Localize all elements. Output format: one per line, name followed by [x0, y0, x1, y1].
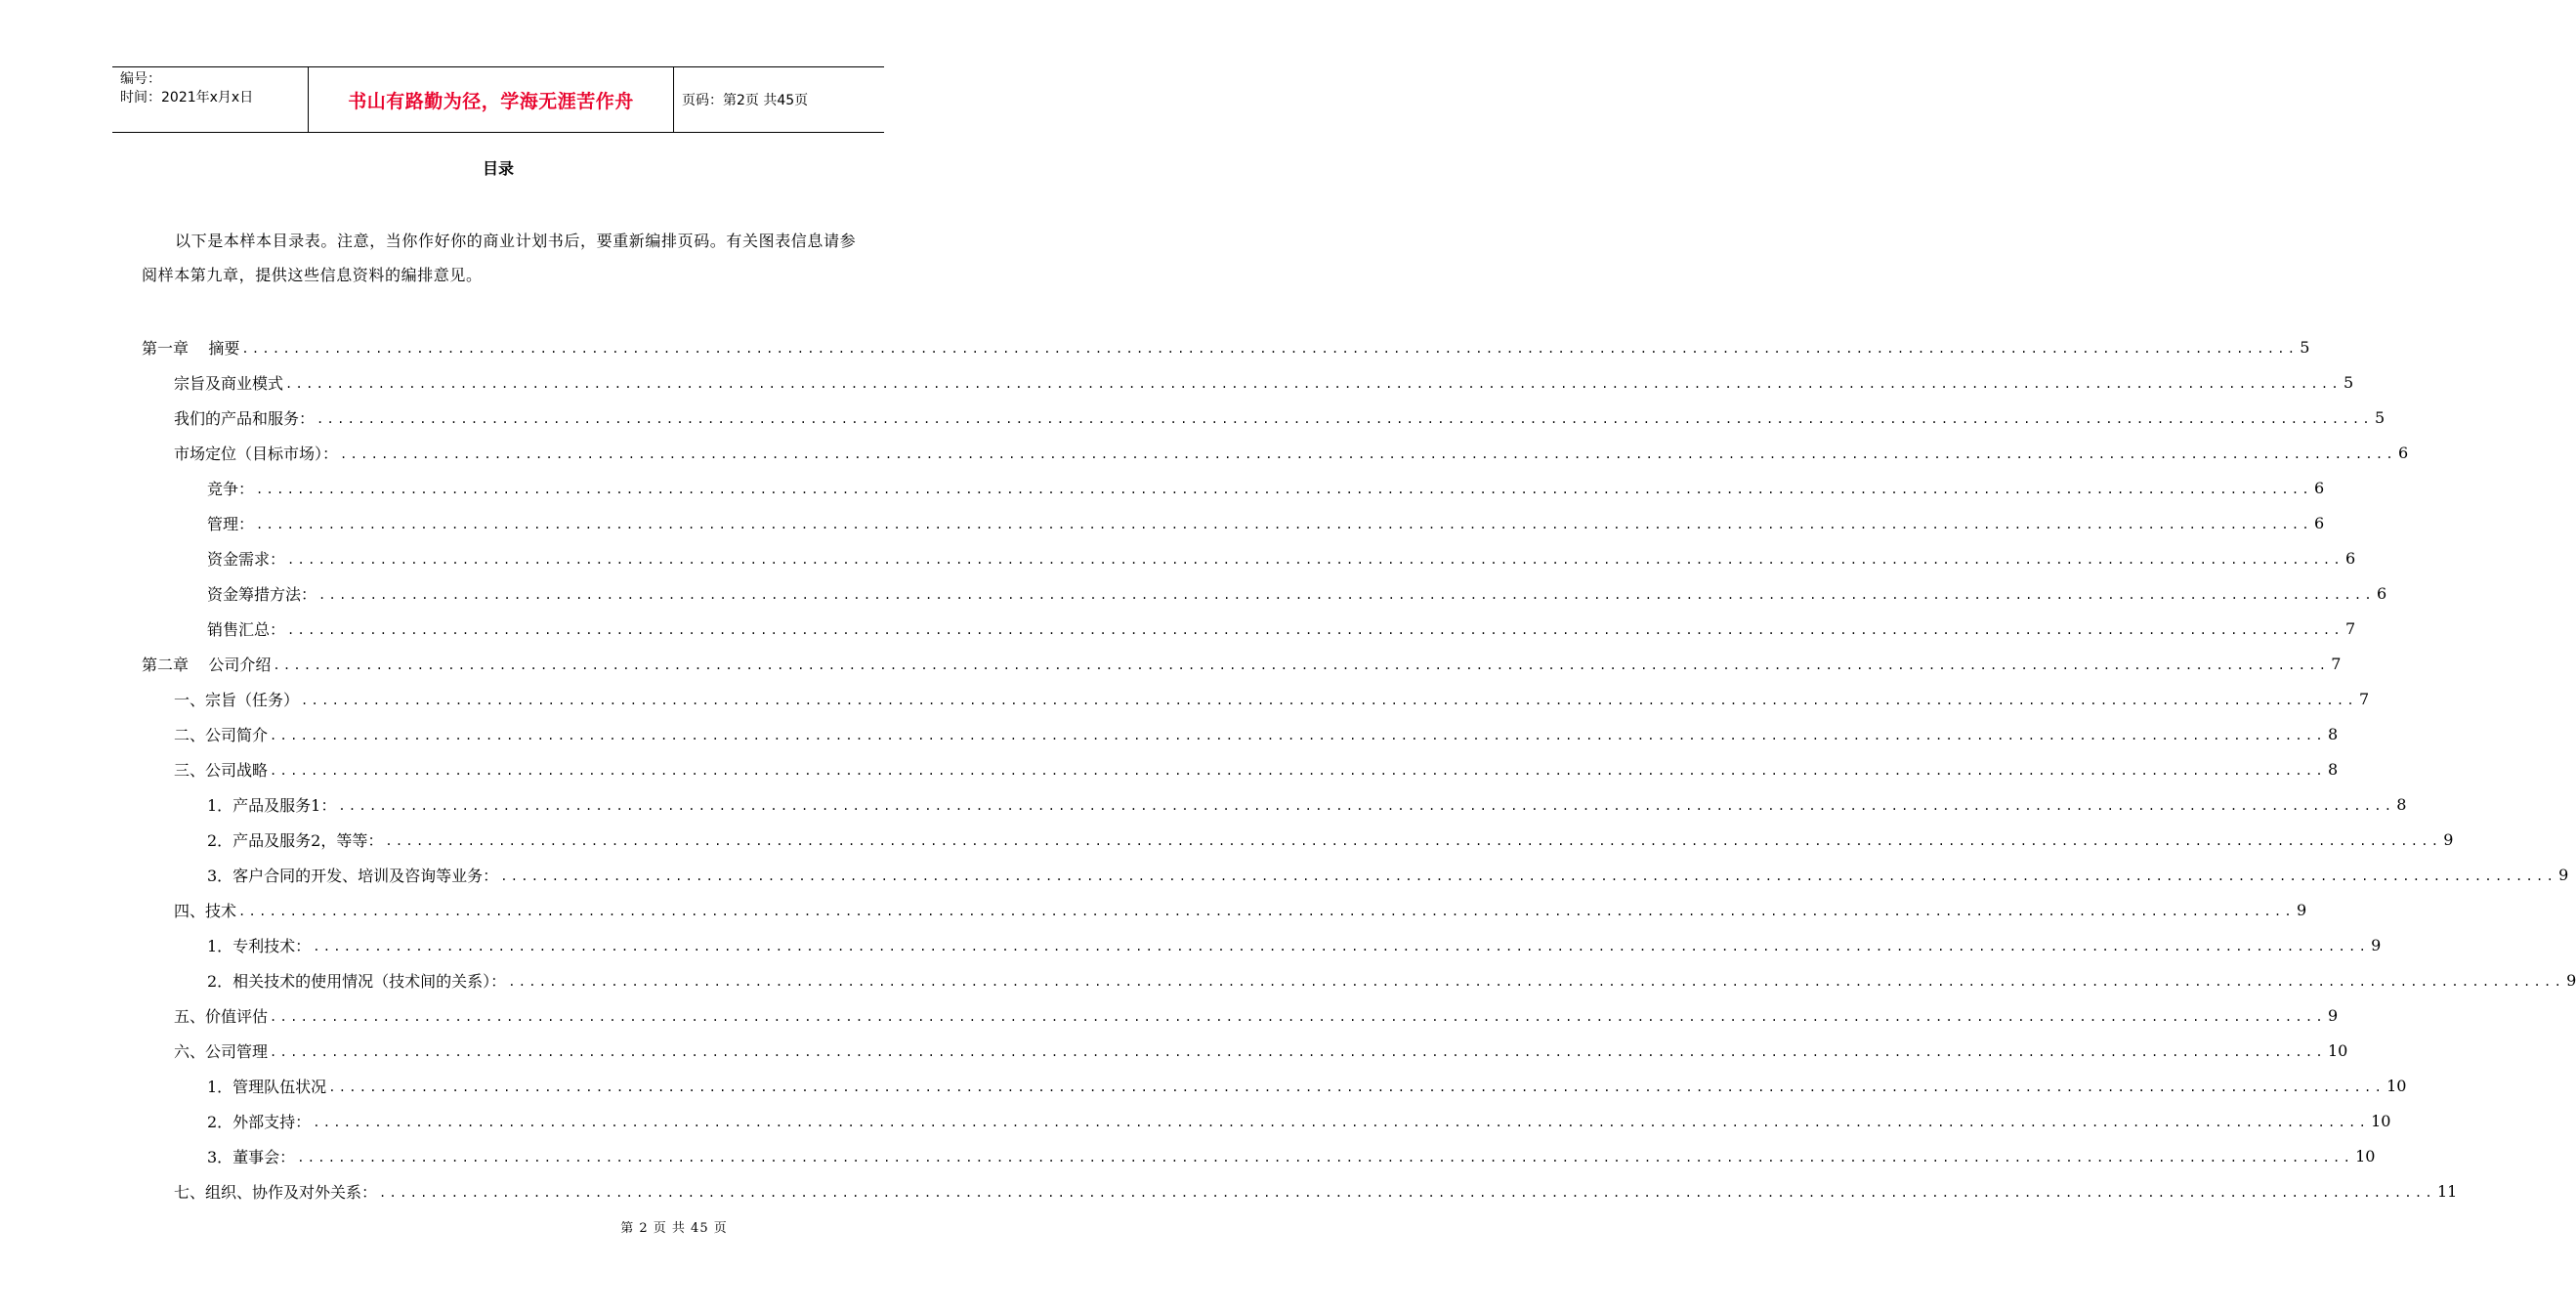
toc-entry-page: 10 — [2355, 1146, 2376, 1165]
table-of-contents — [142, 329, 2576, 1208]
toc-entry[interactable] — [142, 997, 2339, 1033]
toc-entry-label: 三、公司战略 — [174, 760, 269, 780]
toc-entry[interactable] — [142, 751, 2339, 786]
toc-leader-dots: ........................................................................................................................................................................................................ — [328, 1080, 2386, 1094]
header-meta — [112, 67, 309, 132]
toc-entry-label: 管理： — [207, 514, 255, 533]
toc-entry[interactable] — [142, 470, 2325, 505]
toc-entry[interactable] — [142, 505, 2325, 540]
toc-entry-label: 2．产品及服务2，等等： — [207, 830, 384, 850]
toc-entry[interactable] — [142, 1103, 2391, 1138]
toc-entry-page: 9 — [2296, 900, 2307, 919]
toc-entry-page: 8 — [2327, 759, 2339, 779]
toc-entry-label: 市场定位（目标市场）： — [174, 444, 339, 463]
toc-entry[interactable] — [142, 1068, 2407, 1103]
header-motto: 书山有路勤为径，学海无涯苦作舟 — [348, 90, 634, 112]
toc-entry-label: 二、公司简介 — [174, 725, 269, 744]
toc-leader-dots: ........................................................................................................................................................................................................ — [273, 658, 2330, 672]
toc-entry[interactable] — [142, 892, 2307, 927]
toc-entry-page: 7 — [2331, 654, 2342, 673]
toc-entry[interactable] — [142, 364, 2354, 400]
toc-entry-page: 6 — [2397, 443, 2409, 462]
toc-entry-page: 6 — [2376, 583, 2387, 603]
toc-entry-page: 6 — [2313, 478, 2325, 497]
page-footer: 第 2 页 共 45 页 — [620, 1221, 728, 1236]
toc-entry-label: 1．产品及服务1： — [207, 795, 337, 815]
toc-leader-dots: ........................................................................................................................................................................................................ — [256, 483, 2312, 496]
toc-entry-label: 竞争： — [207, 479, 255, 498]
toc-entry[interactable] — [142, 962, 2576, 997]
page-header — [112, 66, 884, 133]
toc-entry-page: 5 — [2300, 337, 2310, 357]
toc-entry-page: 8 — [2327, 724, 2339, 743]
toc-leader-dots: ........................................................................................................................................................................................................ — [317, 412, 2373, 426]
toc-entry-label: 销售汇总： — [207, 619, 286, 639]
toc-entry-label: 第二章 公司介绍 — [142, 655, 272, 674]
toc-leader-dots: ........................................................................................................................................................................................................ — [500, 869, 2557, 883]
toc-entry-page: 7 — [2344, 618, 2356, 638]
toc-entry[interactable] — [142, 1033, 2348, 1068]
toc-entry[interactable] — [142, 1173, 2458, 1208]
toc-entry-page: 7 — [2358, 689, 2370, 708]
toc-entry[interactable] — [142, 329, 2310, 364]
toc-entry-page: 8 — [2396, 794, 2407, 814]
toc-leader-dots: ........................................................................................................................................................................................................ — [285, 377, 2342, 391]
toc-entry-label: 3．客户合同的开发、培训及咨询等业务： — [207, 866, 499, 885]
toc-entry-label: 3．董事会： — [207, 1147, 296, 1166]
header-time-label: 时间：2021年x月x日 — [120, 90, 254, 106]
toc-entry-page: 5 — [2343, 372, 2354, 392]
toc-entry-page: 9 — [2327, 1005, 2339, 1025]
toc-entry[interactable] — [142, 540, 2356, 575]
toc-entry-label: 资金筹措方法： — [207, 584, 317, 604]
toc-entry[interactable] — [142, 400, 2386, 435]
toc-entry-page: 9 — [2371, 935, 2382, 954]
toc-entry-page: 10 — [2386, 1076, 2407, 1095]
header-page-info: 页码：第2页 共45页 — [682, 93, 809, 108]
toc-entry-page: 10 — [2327, 1040, 2348, 1060]
toc-leader-dots: ........................................................................................................................................................................................................ — [270, 764, 2326, 778]
toc-entry[interactable] — [142, 822, 2454, 857]
toc-entry[interactable] — [142, 646, 2342, 681]
toc-leader-dots: ........................................................................................................................................................................................................ — [287, 553, 2344, 567]
toc-entry-label: 1．管理队伍状况 — [207, 1077, 327, 1096]
toc-entry-label: 第一章 摘要 — [142, 338, 240, 358]
toc-entry-page: 6 — [2313, 513, 2325, 532]
toc-entry-page: 6 — [2344, 548, 2356, 568]
header-number-label: 编号： — [120, 71, 161, 87]
toc-entry-label: 四、技术 — [174, 901, 237, 920]
intro-paragraph: 以下是本样本目录表。注意，当你作好你的商业计划书后，要重新编排页码。有关图表信息请参阅样本第九章，提供这些信息资料的编排意见。 — [142, 232, 857, 284]
toc-leader-dots: ........................................................................................................................................................................................................ — [270, 1010, 2326, 1024]
toc-entry-page: 5 — [2374, 407, 2386, 427]
toc-entry[interactable] — [142, 927, 2382, 962]
toc-leader-dots: ........................................................................................................................................................................................................ — [270, 729, 2326, 742]
toc-leader-dots: ........................................................................................................................................................................................................ — [318, 588, 2375, 602]
toc-entry[interactable] — [142, 857, 2569, 892]
toc-entry-page: 10 — [2371, 1111, 2391, 1130]
toc-entry[interactable] — [142, 716, 2339, 751]
toc-leader-dots: ........................................................................................................................................................................................................ — [297, 1151, 2354, 1165]
toc-entry[interactable] — [142, 1138, 2376, 1173]
toc-entry[interactable] — [142, 575, 2387, 611]
toc-entry-label: 一、宗旨（任务） — [174, 690, 300, 709]
toc-entry-page: 9 — [2558, 865, 2569, 884]
toc-leader-dots: ........................................................................................................................................................................................................ — [238, 905, 2295, 918]
toc-leader-dots: ........................................................................................................................................................................................................ — [313, 1116, 2370, 1129]
toc-entry-page: 9 — [2566, 970, 2576, 990]
toc-entry-page: 9 — [2443, 829, 2454, 849]
toc-leader-dots: ........................................................................................................................................................................................................ — [287, 623, 2344, 637]
toc-entry-label: 七、组织、协作及对外关系： — [174, 1182, 378, 1202]
toc-leader-dots: ........................................................................................................................................................................................................ — [256, 518, 2312, 531]
toc-entry[interactable] — [142, 786, 2407, 822]
toc-entry-label: 六、公司管理 — [174, 1041, 269, 1061]
toc-leader-dots: ........................................................................................................................................................................................................ — [338, 799, 2395, 813]
toc-leader-dots: ........................................................................................................................................................................................................ — [385, 834, 2442, 848]
toc-leader-dots: ........................................................................................................................................................................................................ — [508, 975, 2565, 989]
toc-leader-dots: ........................................................................................................................................................................................................ — [241, 342, 2299, 356]
toc-leader-dots: ........................................................................................................................................................................................................ — [301, 694, 2357, 707]
toc-leader-dots: ........................................................................................................................................................................................................ — [270, 1045, 2326, 1059]
toc-title: 目录 — [482, 159, 514, 178]
toc-leader-dots: ........................................................................................................................................................................................................ — [379, 1186, 2435, 1200]
toc-entry-label: 1．专利技术： — [207, 936, 312, 955]
header-motto-cell — [309, 67, 674, 132]
toc-leader-dots: ........................................................................................................................................................................................................ — [340, 447, 2396, 461]
toc-entry-label: 宗旨及商业模式 — [174, 373, 284, 393]
toc-entry-label: 2．外部支持： — [207, 1112, 312, 1131]
toc-entry[interactable] — [142, 611, 2356, 646]
toc-entry-page: 11 — [2436, 1181, 2458, 1201]
toc-entry[interactable] — [142, 435, 2409, 470]
toc-entry-label: 2．相关技术的使用情况（技术间的关系）： — [207, 971, 507, 991]
toc-entry-label: 五、价值评估 — [174, 1006, 269, 1026]
toc-leader-dots: ........................................................................................................................................................................................................ — [313, 940, 2370, 953]
toc-entry-label: 资金需求： — [207, 549, 286, 569]
toc-entry[interactable] — [142, 681, 2370, 716]
toc-entry-label: 我们的产品和服务： — [174, 408, 316, 428]
